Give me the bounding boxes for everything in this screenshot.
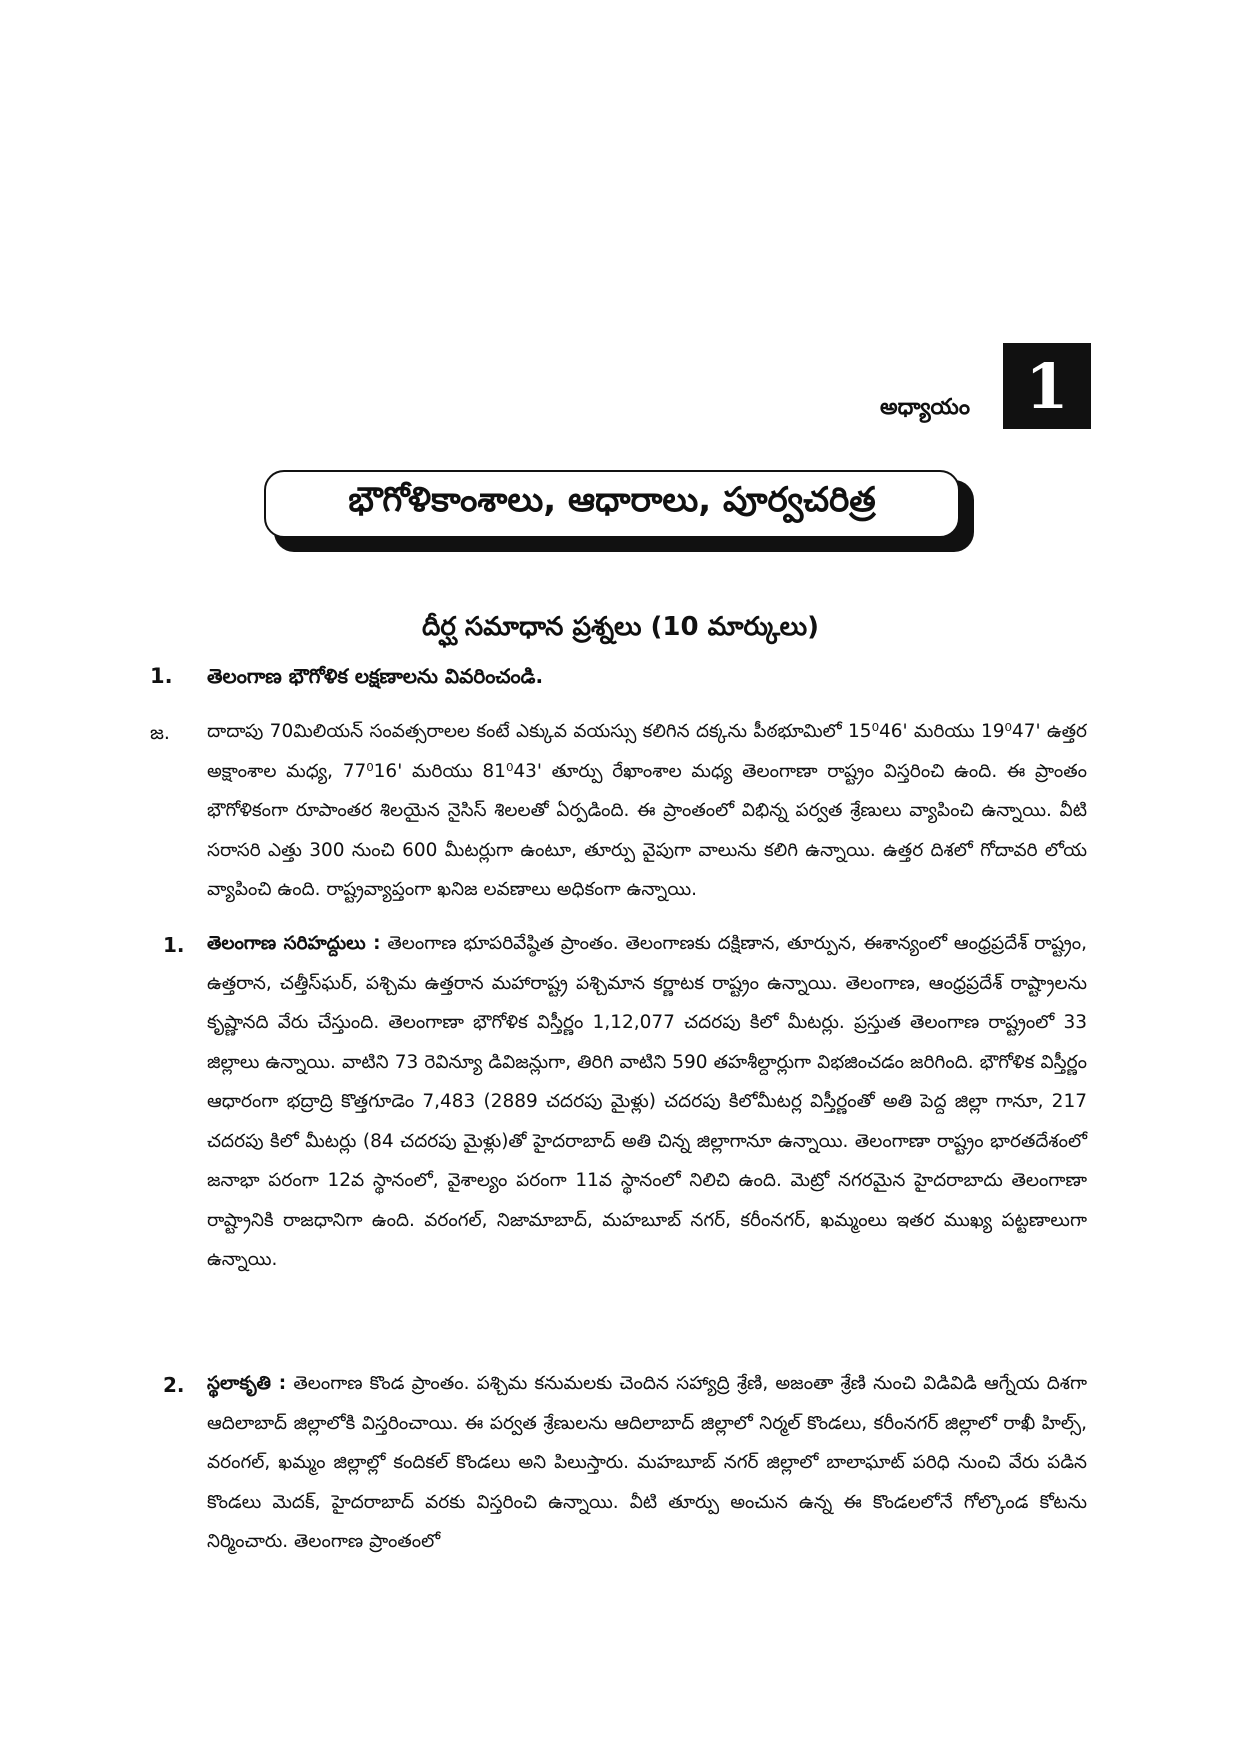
item-text: తెలంగాణ కొండ ప్రాంతం. పశ్చిమ కనుమలకు చెందిన సహ్యాద్రి శ్రేణి, అజంతా శ్రేణి నుంచి విడివిడి ఆగ్నేయ దిశగా ఆదిలాబాద్ జిల్లాలోకి విస్తరించాయి. ఈ పర్వత శ్రేణులను ఆదిలాబాద్ జిల్లాలో నిర్మల్ కొండలు, కరీంనగర్ జిల్లాలో రాఖీ హిల్స్, వరంగల్, ఖమ్మం జిల్లాల్లో కందికల్ కొండలు అని పిలుస్తారు. మహబూబ్ నగర్ జిల్లాలో బాలాఘాట్ పరిధి నుంచి వేరు పడిన కొండలు మెదక్, హైదరాబాద్ వరకు విస్తరించి ఉన్నాయి. వీటి తూర్పు అంచున ఉన్న ఈ కొండలలోనే గోల్కొండ కోటను నిర్మించారు. తెలంగాణ ప్రాంతంలో: [207, 1373, 1088, 1552]
chapter-number-box: 1: [1003, 343, 1091, 429]
section-heading: దీర్ఘ సమాధాన ప్రశ్నలు (10 మార్కులు): [422, 612, 819, 642]
item-number: 2.: [163, 1373, 185, 1397]
question-text: తెలంగాణ భౌగోళిక లక్షణాలను వివరించండి.: [207, 664, 544, 688]
chapter-label: అధ్యాయం: [880, 395, 971, 420]
chapter-title: భౌగోళికాంశాలు, ఆధారాలు, పూర్వచరిత్ర: [264, 470, 960, 538]
item-paragraph: [207, 924, 1087, 1280]
item-number: 1.: [163, 933, 185, 957]
item-term: తెలంగాణ సరిహద్దులు :: [207, 933, 381, 954]
answer-label: జ.: [150, 722, 170, 744]
item-text: తెలంగాణ భూపరివేష్ఠిత ప్రాంతం. తెలంగాణకు దక్షిణాన, తూర్పున, ఈశాన్యంలో ఆంధ్రప్రదేశ్ రాష్ట్రం, ఉత్తరాన, చత్తీస్‌ఘర్, పశ్చిమ ఉత్తరాన మహారాష్ట్ర పశ్చిమాన కర్ణాటక రాష్ట్రం ఉన్నాయి. తెలంగాణ, ఆంధ్రప్రదేశ్ రాష్ట్రాలను కృష్ణానది వేరు చేస్తుంది. తెలంగాణా భౌగోళిక విస్తీర్ణం 1,12,077 చదరపు కిలో మీటర్లు. ప్రస్తుత తెలంగాణ రాష్ట్రంలో 33 జిల్లాలు ఉన్నాయి. వాటిని 73 రెవిన్యూ డివిజన్లుగా, తిరిగి వాటిని 590 తహశీల్దార్లుగా విభజించడం జరిగింది. భౌగోళిక విస్తీర్ణం ఆధారంగా భద్రాద్రి కొత్తగూడెం 7,483 (2889 చదరపు మైళ్లు) చదరపు కిలోమీటర్ల విస్తీర్ణంతో అతి పెద్ద జిల్లా గానూ, 217 చదరపు కిలో మీటర్లు (84 చదరపు మైళ్లు)తో హైదరాబాద్ అతి చిన్న జిల్లాగానూ ఉన్నాయి. తెలంగాణా రాష్ట్రం భారతదేశంలో జనాభా పరంగా 12వ స్థానంలో, వైశాల్యం పరంగా 11వ స్థానంలో నిలిచి ఉంది. మెట్రో నగరమైన హైదరాబాదు తెలంగాణా రాష్ట్రానికి రాజధానిగా ఉంది. వరంగల్, నిజామాబాద్, మహబూబ్ నగర్, కరీంనగర్, ఖమ్మంలు ఇతర ముఖ్య పట్టణాలుగా ఉన్నాయి.: [207, 933, 1087, 1270]
answer-intro-paragraph: దాదాపు 70మిలియన్ సంవత్సరాలల కంటే ఎక్కువ వయస్సు కలిగిన దక్కను పీఠభూమిలో 15⁰46' మరియు 19⁰47' ఉత్తర అక్షాంశాల మధ్య, 77⁰16' మరియు 81⁰43' తూర్పు రేఖాంశాల మధ్య తెలంగాణా రాష్ట్రం విస్తరించి ఉంది. ఈ ప్రాంతం భౌగోళికంగా రూపాంతర శిలయైన నైసిస్ శిలలతో ఏర్పడింది. ఈ ప్రాంతంలో విభిన్న పర్వత శ్రేణులు వ్యాపించి ఉన్నాయి. వీటి సరాసరి ఎత్తు 300 నుంచి 600 మీటర్లుగా ఉంటూ, తూర్పు వైపుగా వాలును కలిగి ఉన్నాయి. ఉత్తర దిశలో గోదావరి లోయ వ్యాపించి ఉంది. రాష్ట్రవ్యాప్తంగా ఖనిజ లవణాలు అధికంగా ఉన్నాయి.: [207, 721, 1087, 900]
question-number: 1.: [150, 664, 173, 688]
item-term: స్థలాకృతి :: [207, 1373, 287, 1394]
item-paragraph: [207, 1364, 1087, 1562]
